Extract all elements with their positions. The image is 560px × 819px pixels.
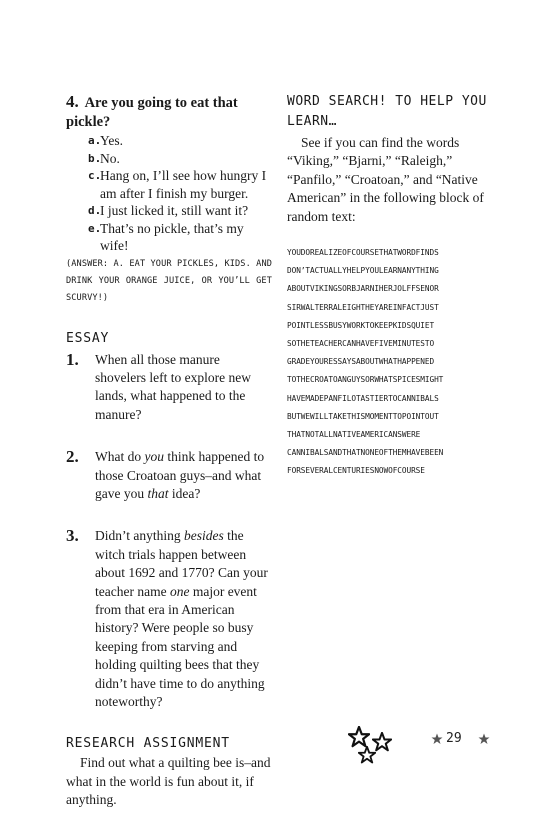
right-column: [287, 92, 493, 481]
grid-row: CANNIBALSANDTHATNONEOFTHEMHAVEBEEN: [287, 448, 444, 458]
option-c: [88, 167, 272, 202]
star-icon: [358, 746, 376, 764]
essay-question-2: [66, 448, 272, 503]
grid-row: FORSEVERALCENTURIESNOWOFCOURSE: [287, 466, 425, 476]
option-letter: e.: [88, 221, 102, 235]
essay-question-3: [66, 527, 272, 711]
option-text: Hang on, I’ll see how hungry I am after I finish my burger.: [100, 168, 267, 201]
question-text: Are you going to eat that pickle?: [66, 95, 238, 130]
grid-row: SOTHETEACHERCANHAVEFIVEMINUTESTO: [287, 339, 435, 349]
grid-row: TOTHECROATOANGUYSORWHATSPICESMIGHT: [287, 375, 444, 385]
grid-row: BUTWEWILLTAKETHISMOMENTTOPOINTOUT: [287, 411, 439, 421]
grid-row: THATNOTALLNATIVEAMERICANSWERE: [287, 430, 421, 440]
answer-options: [88, 132, 272, 255]
essay-question-text: When all those manure shovelers left to explore new lands, what happened to the manure?: [95, 351, 251, 422]
left-column: [66, 92, 272, 810]
option-a: [88, 132, 272, 150]
word-search-grid: [287, 244, 493, 481]
essay-question-1: [66, 351, 272, 425]
option-letter: b.: [88, 151, 102, 165]
essay-question-number: 1.: [66, 349, 79, 369]
word-search-intro: See if you can find the words “Viking,” “Bjarni,” “Raleigh,” “Panfilo,” “Croatoan,” and “Native American” in the following block of random text:: [287, 135, 484, 224]
essay-question-number: 3.: [66, 526, 79, 546]
option-b: [88, 150, 272, 168]
option-d: [88, 202, 272, 220]
page-number: 29: [446, 731, 462, 746]
grid-row: POINTLESSBUSYWORKTOKEEPKIDSQUIET: [287, 320, 435, 330]
star-icon: [478, 733, 490, 745]
option-e: [88, 220, 272, 255]
essay-question-text: What do you think happened to those Croatoan guys–and what gave you that idea?: [95, 449, 265, 501]
grid-row: ABOUTVIKINGSORBJARNIHERJOLFFSENOR: [287, 284, 439, 294]
question-4: [66, 92, 272, 132]
option-letter: a.: [88, 134, 102, 147]
essay-question-text: Didn’t anything besides the witch trials happen between about 1692 and 1770? Can your teacher name one major event from that era in American history? Were people so busy keeping from starving and holding quilting bees that they didn’t have time to do anything noteworthy?: [95, 528, 268, 709]
option-text: That’s no pickle, that’s my wife!: [100, 220, 244, 253]
grid-row: HAVEMADEPANFILOTASTIERTOCANNIBALS: [287, 393, 439, 403]
option-letter: c.: [88, 169, 102, 182]
word-search-heading: WORD SEARCH! TO HELP YOU LEARN…: [287, 94, 487, 129]
option-text: No.: [100, 150, 120, 166]
option-letter: d.: [88, 204, 102, 217]
grid-row: DON’TACTUALLYHELPYOULEARNANYTHING: [287, 266, 439, 276]
option-text: Yes.: [100, 133, 124, 148]
option-text: I just licked it, still want it?: [100, 203, 249, 218]
research-heading: RESEARCH ASSIGNMENT: [66, 736, 230, 752]
question-number: 4.: [66, 92, 79, 111]
star-icon: [348, 726, 370, 748]
grid-row: SIRWALTERRALEIGHTHEYAREINFACTJUST: [287, 302, 439, 312]
essay-heading: ESSAY: [66, 330, 110, 346]
answer-note: (ANSWER: A. EAT YOUR PICKLES, KIDS. AND DRINK YOUR ORANGE JUICE, OR YOU’LL GET SCURVY!): [66, 258, 272, 303]
essay-question-number: 2.: [66, 447, 79, 467]
research-text: Find out what a quilting bee is–and what in the world is fun about it, if anything.: [66, 755, 271, 808]
grid-row: GRADEYOURESSAYSABOUTWHATHAPPENED: [287, 357, 435, 367]
grid-row: YOUDOREALIZEOFCOURSETHATWORDFINDS: [287, 248, 439, 258]
